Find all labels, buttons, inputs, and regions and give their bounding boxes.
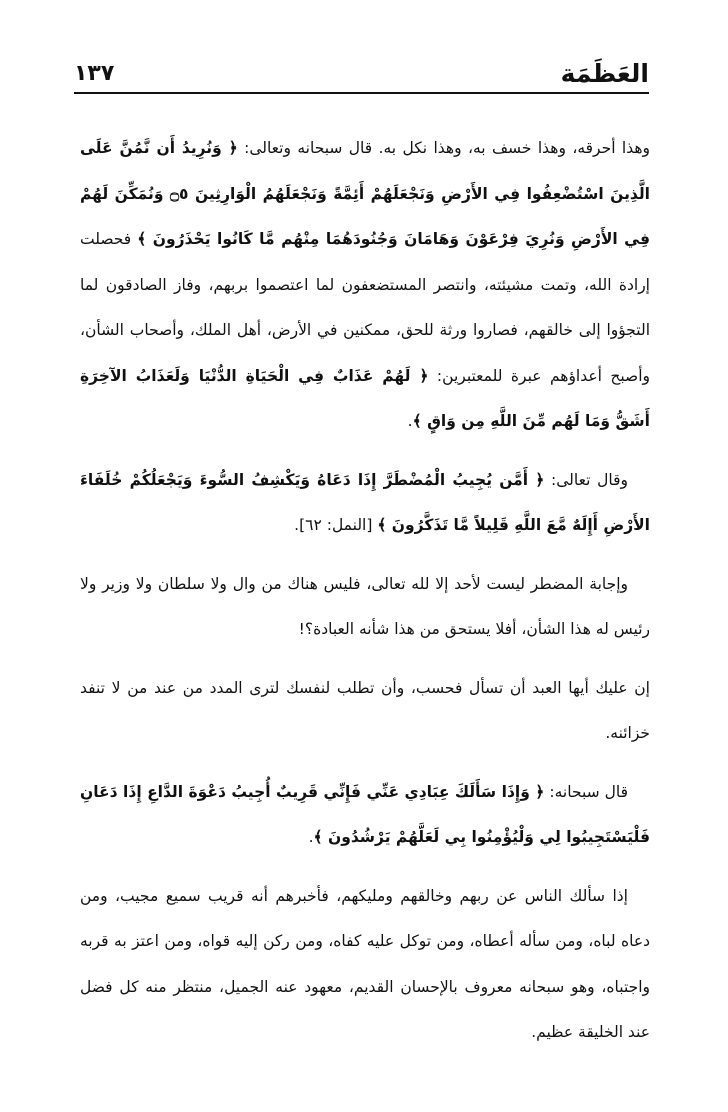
paragraph-6 [80, 874, 650, 1056]
prose-text: وقال تعالى: [544, 470, 628, 489]
prose-text: إذا سألك الناس عن ربهم وخالقهم ومليكهم، فأخبرهم أنه قريب سميع مجيب، ومن دعاه لباه، ومن سأله أعطاه، ومن توكل عليه كفاه، ومن ركن إليه قواه، ومن اعتز به قربه واجتباه، وهو سبحانه معروف بالإحسان القديم، معهود عنه الجميل، منتظر منه كل فضل عند الخليقة عظيم. [80, 886, 650, 1041]
paragraph-3 [80, 562, 650, 653]
page-header [74, 58, 649, 94]
page-number: ١٣٧ [74, 61, 115, 86]
prose-text: وإجابة المضطر ليست لأحد إلا لله تعالى، فليس هناك من وال ولا سلطان ولا وزير ولا رئيس له هذا الشأن، أفلا يستحق من هذا شأنه العبادة؟! [80, 574, 650, 638]
paragraph-1 [80, 126, 650, 445]
punctuation: . [308, 828, 314, 846]
paragraph-5 [80, 770, 650, 861]
punctuation: . [407, 412, 413, 430]
prose-text: وهذا أحرقه، وهذا خسف به، وهذا نكل به. قال سبحانه وتعالى: [237, 139, 650, 157]
header-rule [74, 92, 649, 94]
paragraph-2 [80, 458, 650, 549]
text-body [80, 126, 650, 1069]
verse-reference: [النمل: ٦٢]. [294, 516, 378, 534]
prose-text: قال سبحانه: [544, 782, 628, 801]
paragraph-4 [80, 666, 650, 757]
quran-verse: ﴿ وَنُرِيدُ أَن نَّمُنَّ عَلَى الَّذِينَ اسْتُضْعِفُوا فِي الأَرْضِ وَنَجْعَلَهُمْ أَئِمَّةً وَنَجْعَلَهُمُ الْوَارِثِينَ ۝٥ وَنُمَكِّنَ لَهُمْ فِي الأَرْضِ وَنُرِيَ فِرْعَوْنَ وَهَامَانَ وَجُنُودَهُمَا مِنْهُم مَّا كَانُوا يَحْذَرُونَ ﴾ [80, 139, 651, 248]
quran-verse: ﴿ وَإِذَا سَأَلَكَ عِبَادِي عَنِّي فَإِنِّي قَرِيبٌ أُجِيبُ دَعْوَةَ الدَّاعِ إِذَا دَعَانِ فَلْيَسْتَجِيبُوا لِي وَلْيُؤْمِنُوا بِي لَعَلَّهُمْ يَرْشُدُونَ ﴾ [80, 782, 650, 846]
quran-verse: ﴿ أَمَّن يُجِيبُ الْمُضْطَرَّ إِذَا دَعَاهُ وَيَكْشِفُ السُّوءَ وَيَجْعَلُكُمْ خُلَفَاءَ الأَرْضِ أَإِلَهٌ مَّعَ اللَّهِ قَلِيلاً مَّا تَذَكَّرُونَ ﴾ [80, 470, 650, 534]
running-title: العَظَمَة [560, 59, 649, 88]
quran-verse: ﴿ لَهُمْ عَذَابٌ فِي الْحَيَاةِ الدُّنْيَا وَلَعَذَابُ الآخِرَةِ أَشَقُّ وَمَا لَهُم مِّنَ اللَّهِ مِن وَاقٍ ﴾ [80, 366, 650, 430]
prose-text: إن عليك أيها العبد أن تسأل فحسب، وأن تطلب لنفسك لترى المدد من عند من لا تنفد خزائنه. [80, 678, 650, 742]
prose-text: فحصلت إرادة الله، وتمت مشيئته، وانتصر المستضعفون لما اعتصموا بربهم، وفاز الصادقون لما التجؤوا إلى خالقهم، فصاروا ورثة للحق، ممكنين في الأرض، أهل الملك، وأصحاب الشأن، وأصبح أعداؤهم عبرة للمعتبرين: [80, 230, 651, 385]
